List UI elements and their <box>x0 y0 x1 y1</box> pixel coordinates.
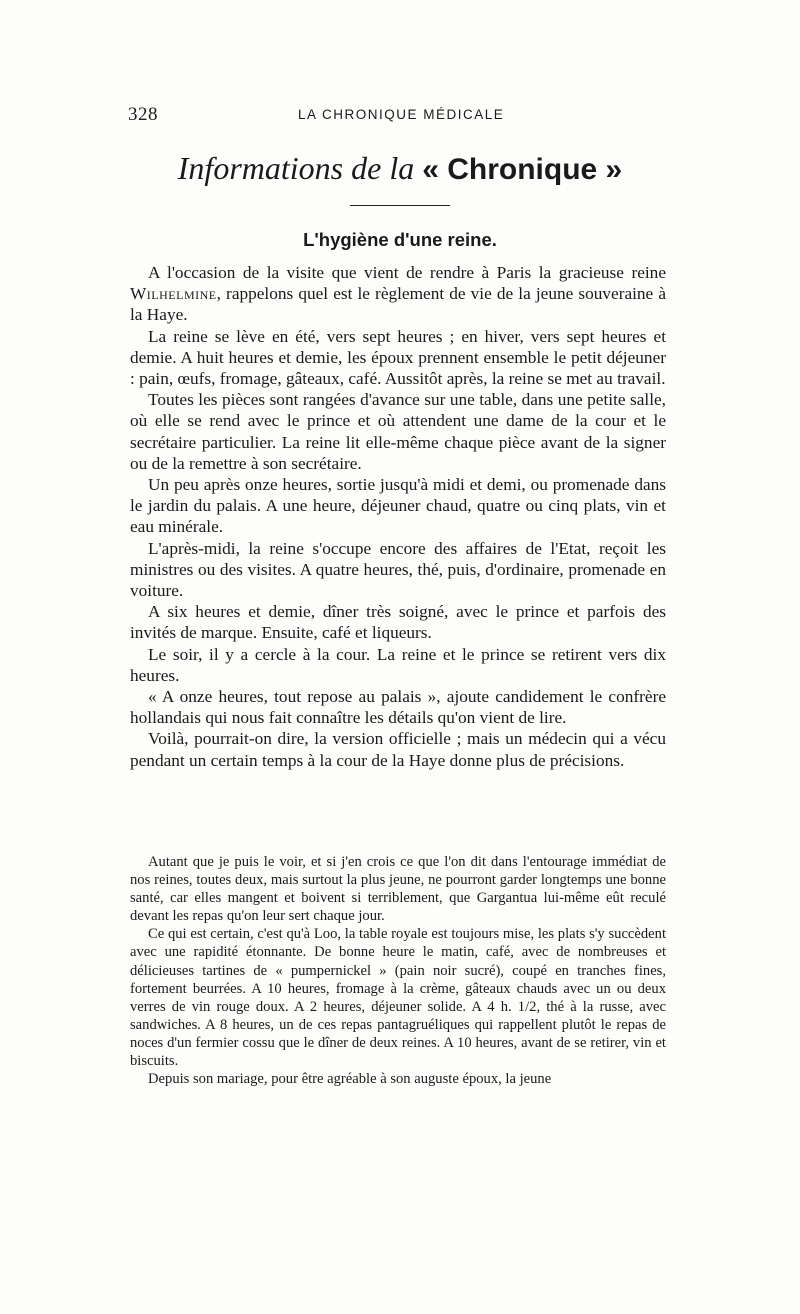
title-divider <box>350 205 450 206</box>
running-head: LA CHRONIQUE MÉDICALE <box>298 107 505 122</box>
page-header <box>128 104 668 134</box>
paragraph-3: Toutes les pièces sont rangées d'avance sur une table, dans une petite salle, où elle se rend avec le prince et où attendent une dame de la cour et le secrétaire particulier. La reine lit elle-même chaque pièce avant de la signer ou de la remettre à son secrétaire. <box>130 390 666 473</box>
paragraph-8: « A onze heures, tout repose au palais », ajoute candidement le confrère hollandais qui nous fait connaître les détails qu'on vient de lire. <box>130 687 666 728</box>
paragraph-2: La reine se lève en été, vers sept heures ; en hiver, vers sept heures et demie. A huit heures et demie, les époux prennent ensemble le petit déjeuner : pain, œufs, fromage, gâteaux, café. Aussitôt après, la reine se met au travail. <box>130 326 666 389</box>
section-title-bold: « Chronique » <box>422 153 623 186</box>
paragraph-4: Un peu après onze heures, sortie jusqu'à midi et demi, ou promenade dans le jardin du palais. A une heure, déjeuner chaud, quatre ou cinq plats, vin et eau minérale. <box>130 475 666 537</box>
paragraph-5: L'après-midi, la reine s'occupe encore des affaires de l'Etat, reçoit les ministres ou des visites. A quatre heures, thé, puis, d'ordinaire, promenade en voiture. <box>130 538 666 601</box>
section-title-script: Informations de la <box>177 150 415 186</box>
page-number: 328 <box>128 104 158 125</box>
quote-paragraph-1: Autant que je puis le voir, et si j'en crois ce que l'on dit dans l'entourage immédiat de nos reines, toutes deux, mais surtout la plus jeune, ne pourront garder longtemps une bonne santé, car elles mangent et boivent si terriblement, que Gargantua lui-même eût reculé devant les repas qu'on leur sert chaque jour. <box>130 854 666 925</box>
paragraph-1-start: A l'occasion de la visite que vient de rendre à Paris la gracieuse reine <box>148 263 666 282</box>
paragraph-6: A six heures et demie, dîner très soigné, avec le prince et parfois des invités de marque. Ensuite, café et liqueurs. <box>130 602 666 643</box>
article-title: L'hygiène d'une reine. <box>303 229 497 250</box>
paragraph-9: Voilà, pourrait-on dire, la version officielle ; mais un médecin qui a vécu pendant un certain temps à la cour de la Haye donne plus de précisions. <box>130 729 666 770</box>
article-body <box>130 262 666 771</box>
paragraph-1 <box>130 262 666 326</box>
queen-name: Wilhelmine <box>130 284 217 304</box>
section-title <box>140 150 660 187</box>
paragraph-1-end: , rappelons quel est le règlement de vie de la jeune souveraine à la Haye. <box>130 284 666 325</box>
quoted-passage <box>130 853 666 1088</box>
paragraph-7: Le soir, il y a cercle à la cour. La reine et le prince se retirent vers dix heures. <box>130 644 666 685</box>
quote-paragraph-2: Ce qui est certain, c'est qu'à Loo, la table royale est toujours mise, les plats s'y succèdent avec une rapidité étonnante. De bonne heure le matin, café, avec de nombreuses et délicieuses tartines de « pumpernickel » (pain noir sucré), coupé en tranches fines, fortement beurrées. A 10 heures, fromage à la crème, gâteaux chauds avec un ou deux verres de vin rouge doux. A 2 heures, déjeuner solide. A 4 h. 1/2, thé à la russe, avec sandwiches. A 8 heures, un de ces repas pantagruéliques qui rappellent plutôt le repas de noces d'un fermier cossu que le dîner de deux reines. A 10 heures, avant de se retirer, vin et biscuits. <box>130 926 666 1070</box>
quote-paragraph-3: Depuis son mariage, pour être agréable à son auguste époux, la jeune <box>148 1071 552 1088</box>
